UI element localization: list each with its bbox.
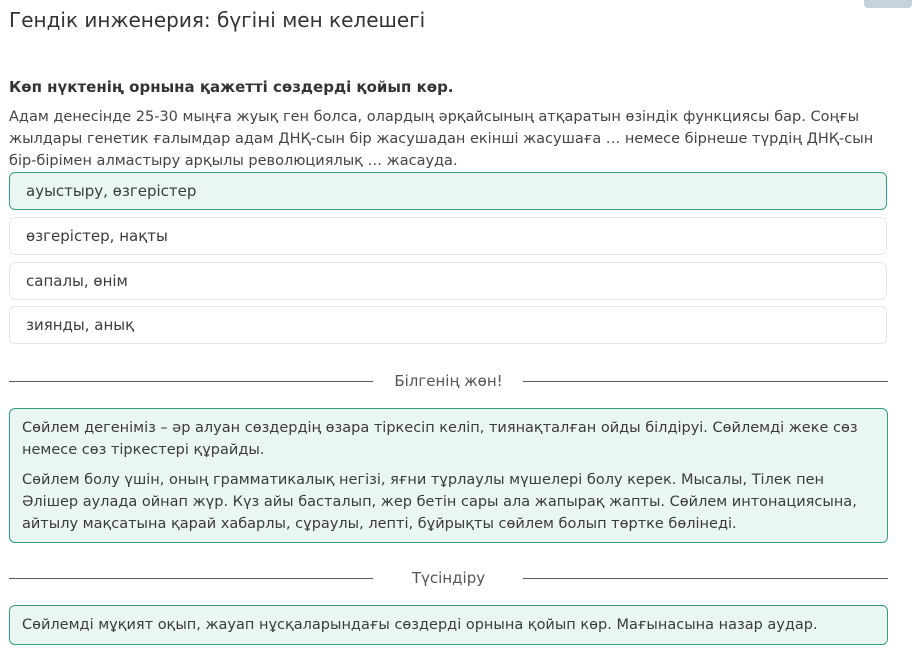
page-title: Гендік инженерия: бүгіні мен келешегі	[9, 8, 426, 32]
explanation-divider	[9, 568, 888, 588]
answer-option-3[interactable]: сапалы, өнім	[9, 262, 887, 300]
knowledge-heading: Білгенің жөн!	[394, 372, 503, 390]
explanation-text: Сөйлемді мұқият оқып, жауап нұсқаларындағы сөздерді орнына қойып көр. Мағынасына назар аудар.	[22, 617, 818, 633]
answer-option-4[interactable]: зиянды, анық	[9, 306, 887, 344]
explanation-heading: Түсіндіру	[411, 569, 486, 587]
answer-option-1[interactable]: ауыстыру, өзгерістер	[9, 172, 887, 210]
question-text: Адам денесінде 25-30 мыңға жуық ген болса, олардың әрқайсының атқаратын өзіндік функциясы бар. Соңғы жылдары генетик ғалымдар адам ДНҚ-сын бір жасушадан екінші жасушаға … немесе бірнеше түрдің ДНҚ-сын бір-бірімен алмастыру арқылы революциялық … жасауда.	[9, 109, 874, 169]
knowledge-divider	[9, 371, 888, 391]
knowledge-box	[9, 408, 888, 543]
knowledge-paragraph-2: Сөйлем болу үшін, оның грамматикалық негізі, яғни тұрлаулы мүшелері болу керек. Мысалы, Тілек пен Әлішер аулада ойнап жүр. Күз айы басталып, жер бетін сары ала жапырақ жапты. Сөйлем интонациясына, айтылу мақсатына қарай хабарлы, сұраулы, лепті, бұйрықты сөйлем болып төртке бөлінеді.	[22, 472, 857, 532]
explanation-box	[9, 605, 888, 645]
knowledge-paragraph-1: Сөйлем дегеніміз – әр алуан сөздердің өзара тіркесіп келіп, тиянақталған ойды білдіруі. Сөйлемді жеке сөз немесе сөз тіркестері құрайды.	[22, 420, 858, 458]
corner-tab[interactable]	[864, 0, 912, 8]
answer-option-2[interactable]: өзгерістер, нақты	[9, 217, 887, 255]
question-title: Көп нүктенің орнына қажетті сөздерді қойып көр.	[9, 78, 454, 96]
